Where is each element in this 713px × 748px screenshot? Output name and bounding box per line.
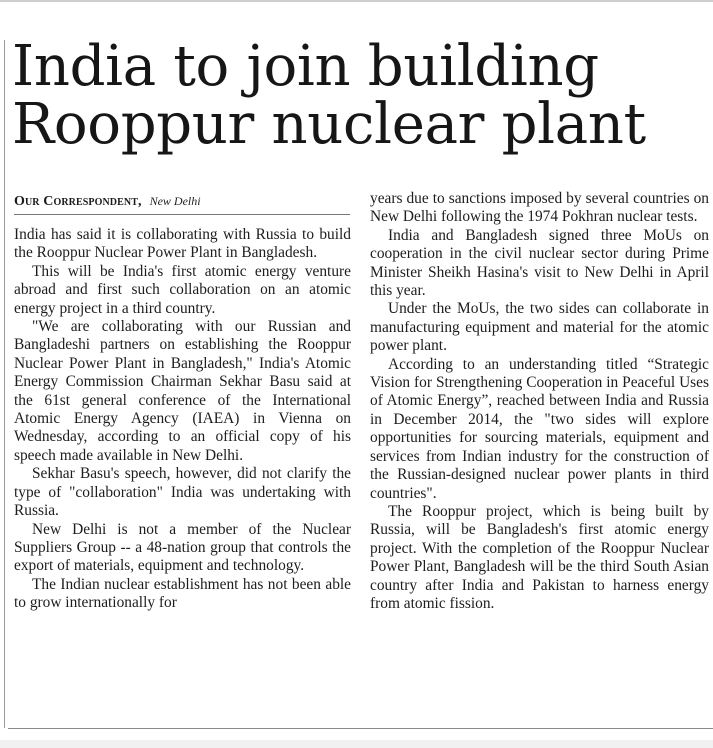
bottom-strip — [0, 740, 713, 748]
paragraph: Sekhar Basu's speech, however, did not clarify the type of "collaboration" India was undertaking with Russia. — [14, 465, 351, 520]
paragraph: years due to sanctions imposed by several countries on New Delhi following the 1974 Pokhran nuclear tests. — [370, 190, 709, 226]
headline — [12, 34, 712, 157]
paragraph: According to an understanding titled “Strategic Vision for Strengthening Cooperation in Peaceful Uses of Atomic Energy”, reached between India and Russia in December 2014, the "two sides will explore opportunities for sourcing materials, equipment and services from Indian industry for the construction of the Russian-designed nuclear power plants in third countries". — [370, 355, 709, 502]
paragraph: The Rooppur project, which is being built by Russia, will be Bangladesh's first atomic energy project. With the completion of the Rooppur Nuclear Power Plant, Bangladesh will be the third South Asian country after India and Pakistan to harness energy from atomic fission. — [370, 502, 709, 612]
byline-author: Our Correspondent, — [14, 194, 142, 209]
paragraph: "We are collaborating with our Russian and Bangladeshi partners on establishing the Rooppur Nuclear Power Plant in Bangladesh," India's Atomic Energy Commission Chairman Sekhar Basu said at the 61st general conference of the International Atomic Energy Agency (IAEA) in Vienna on Wednesday, according to an official copy of his speech made available in New Delhi. — [14, 318, 351, 464]
paragraph: The Indian nuclear establishment has not been able to grow internationally for — [14, 575, 351, 612]
top-rule — [0, 0, 713, 2]
paragraph: India and Bangladesh signed three MoUs on cooperation in the civil nuclear sector during Prime Minister Sheikh Hasina's visit to New Delhi in April this year. — [370, 226, 709, 300]
bottom-rule — [8, 728, 713, 729]
byline — [14, 192, 350, 215]
headline-line-1: India to join building — [12, 34, 599, 99]
article-column-right — [370, 190, 709, 613]
article-column-left — [14, 226, 351, 613]
headline-line-2: Rooppur nuclear plant — [12, 92, 646, 157]
paragraph: India has said it is collaborating with Russia to build the Rooppur Nuclear Power Plant in Bangladesh. — [14, 226, 351, 262]
paragraph: Under the MoUs, the two sides can collaborate in manufacturing equipment and material for the atomic power plant. — [370, 300, 709, 355]
paragraph: New Delhi is not a member of the Nuclear Suppliers Group -- a 48-nation group that controls the export of materials, equipment and technology. — [14, 520, 351, 575]
left-column-rule — [4, 40, 5, 728]
byline-dateline: New Delhi — [149, 194, 201, 208]
paragraph: This will be India's first atomic energy venture abroad and first such collaboration on an atomic energy project in a third country. — [14, 262, 351, 317]
